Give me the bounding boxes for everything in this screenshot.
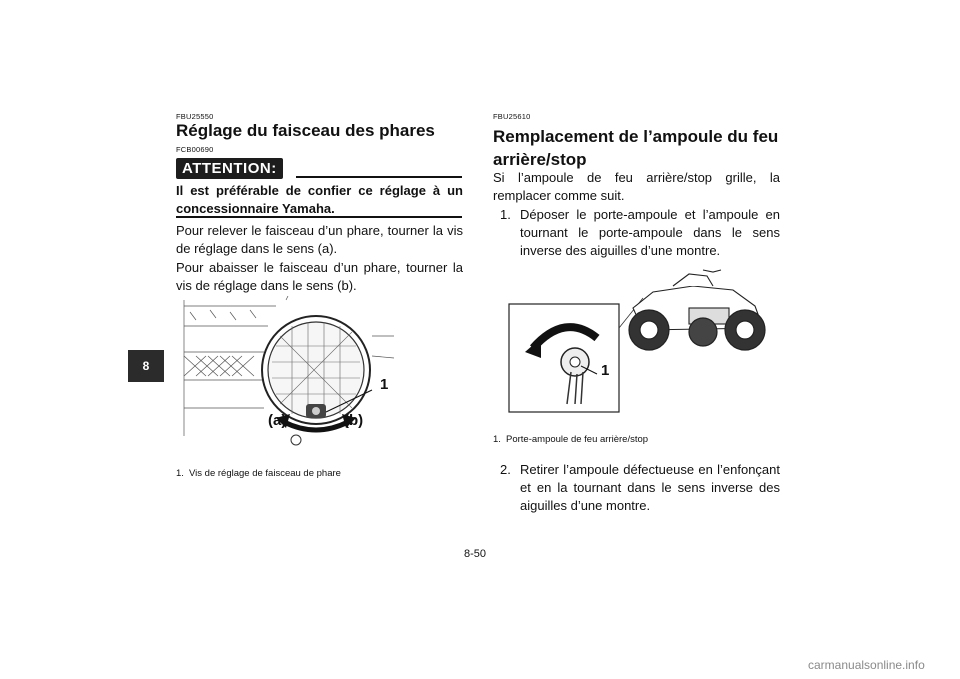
right-title-line1: Remplacement de l’ampoule du feu: [493, 127, 779, 146]
attention-rule-bottom: [176, 216, 462, 218]
step-1-text: Déposer le porte-ampoule et l’ampoule en tournant le porte-ampoule dans le sens inverse des aiguilles d’une montre.: [520, 207, 780, 258]
attention-label: ATTENTION:: [176, 158, 283, 179]
right-intro: Si l’ampoule de feu arrière/stop grille, la remplacer comme suit.: [493, 170, 780, 203]
headlight-figure: [176, 296, 396, 446]
figure-callout-1: 1: [601, 362, 610, 379]
figure-callout-1: 1: [380, 376, 389, 393]
right-section-code: FBU25610: [493, 112, 531, 121]
section-code: FBU25550: [176, 112, 214, 121]
caution-code: FCB00690: [176, 145, 214, 154]
paragraph-raise: Pour relever le faisceau d’un phare, tourner la vis de réglage dans le sens (a).: [176, 223, 463, 256]
atv-illustration: [493, 268, 783, 418]
step-2-number: 2.: [500, 462, 511, 477]
direction-label-a: (a): [268, 412, 287, 429]
right-title-line2: arrière/stop: [493, 150, 587, 169]
attention-rule-top: [296, 176, 462, 178]
direction-label-b: (b): [344, 412, 364, 429]
left-caption-number: 1.: [176, 468, 184, 479]
left-caption-text: Vis de réglage de faisceau de phare: [189, 468, 341, 479]
step-1-number: 1.: [500, 207, 511, 222]
section-tab: 8: [128, 350, 164, 382]
section-title: Réglage du faisceau des phares: [176, 121, 435, 140]
watermark-text: carmanualsonline.info: [808, 658, 925, 672]
taillight-figure: [493, 268, 783, 418]
step-2-text: Retirer l’ampoule défectueuse en l’enfonçant et en la tournant dans le sens inverse des aiguilles d’une montre.: [520, 462, 780, 513]
right-caption-text: Porte-ampoule de feu arrière/stop: [506, 434, 649, 445]
right-caption-number: 1.: [493, 434, 501, 445]
attention-text: Il est préférable de confier ce réglage à un concessionnaire Yamaha.: [176, 183, 463, 216]
page-number: 8-50: [464, 548, 487, 560]
paragraph-lower: Pour abaisser le faisceau d’un phare, tourner la vis de réglage dans le sens (b).: [176, 260, 463, 293]
